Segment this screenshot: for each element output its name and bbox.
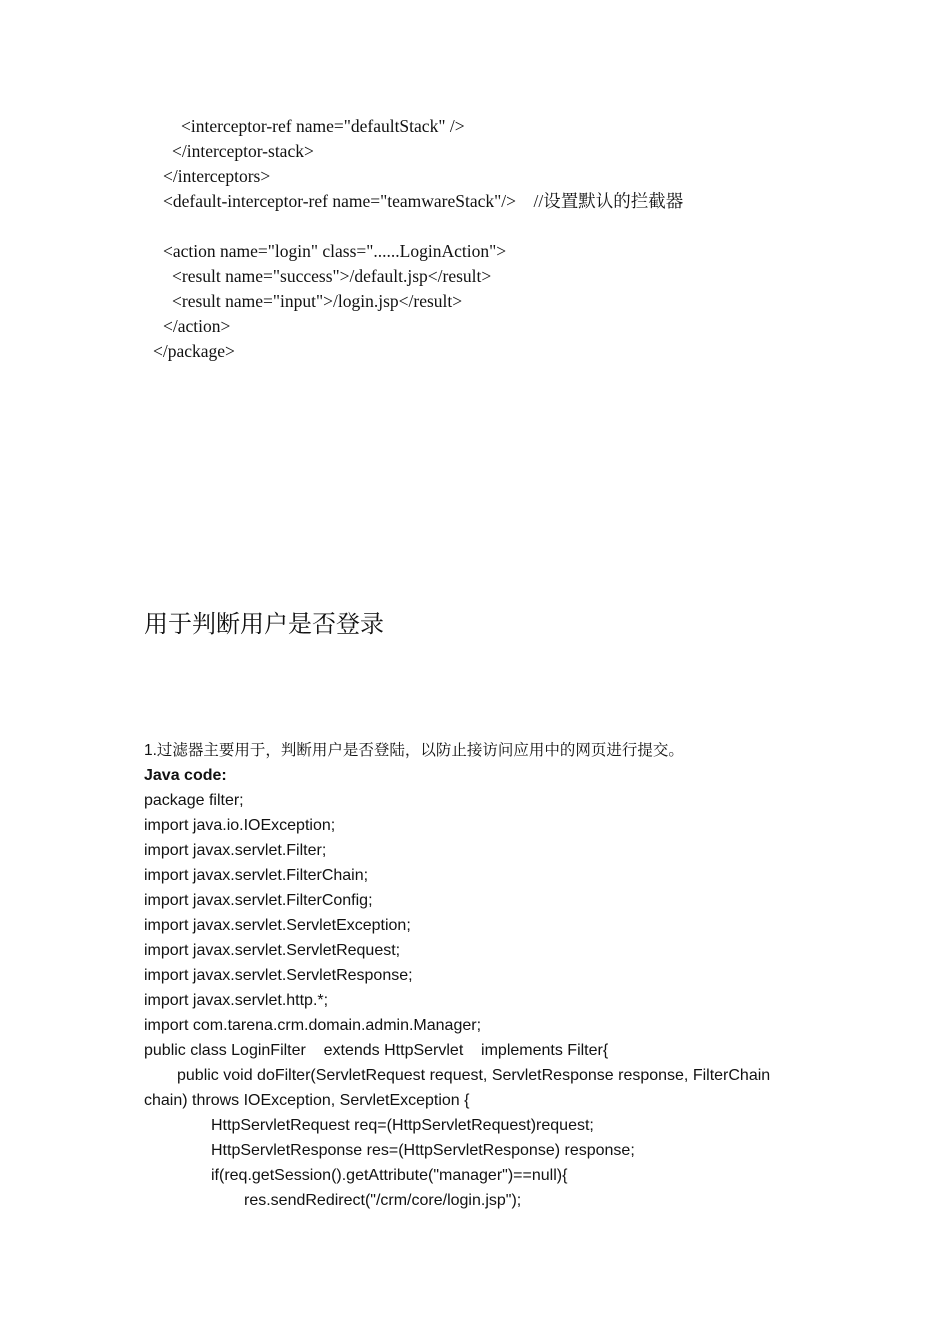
xml-line: <result name="success">/default.jsp</result> [172, 266, 492, 286]
java-line: if(req.getSession().getAttribute("manager")==null){ [211, 1167, 568, 1184]
java-line: import javax.servlet.ServletException; [144, 917, 411, 934]
java-line: HttpServletResponse res=(HttpServletResponse) response; [211, 1142, 635, 1159]
xml-line: <result name="input">/login.jsp</result> [172, 291, 463, 311]
java-line: res.sendRedirect("/crm/core/login.jsp"); [244, 1192, 522, 1209]
java-line: import javax.servlet.http.*; [144, 992, 329, 1009]
xml-line: </interceptors> [163, 166, 271, 186]
java-line: import javax.servlet.ServletResponse; [144, 967, 413, 984]
xml-line: </action> [163, 316, 231, 336]
xml-line: </interceptor-stack> [172, 141, 314, 161]
java-line: import com.tarena.crm.domain.admin.Manager; [144, 1017, 482, 1034]
java-line: public void doFilter(ServletRequest request, ServletResponse response, FilterChain [177, 1067, 771, 1084]
java-line: import javax.servlet.ServletRequest; [144, 942, 401, 959]
xml-line: <interceptor-ref name="defaultStack" /> [181, 116, 465, 136]
java-line: public class LoginFilter extends HttpServlet implements Filter{ [144, 1042, 609, 1059]
xml-line: <default-interceptor-ref name="teamwareStack"/> //设置默认的拦截器 [163, 191, 684, 211]
xml-line: <action name="login" class="......LoginAction"> [163, 241, 507, 261]
java-line: chain) throws IOException, ServletException { [144, 1092, 470, 1109]
intro-paragraph: 1.过滤器主要用于，判断用户是否登陆，以防止接访问应用中的网页进行提交。 [144, 742, 684, 759]
java-line: import javax.servlet.FilterConfig; [144, 892, 373, 909]
code-label: Java code: [144, 767, 227, 784]
java-line: import javax.servlet.Filter; [144, 842, 327, 859]
xml-line: </package> [153, 341, 235, 361]
java-line: import javax.servlet.FilterChain; [144, 867, 369, 884]
java-line: import java.io.IOException; [144, 817, 336, 834]
java-line: package filter; [144, 792, 244, 809]
java-line: HttpServletRequest req=(HttpServletRequest)request; [211, 1117, 594, 1134]
section-heading: 用于判断用户是否登录 [144, 610, 384, 638]
